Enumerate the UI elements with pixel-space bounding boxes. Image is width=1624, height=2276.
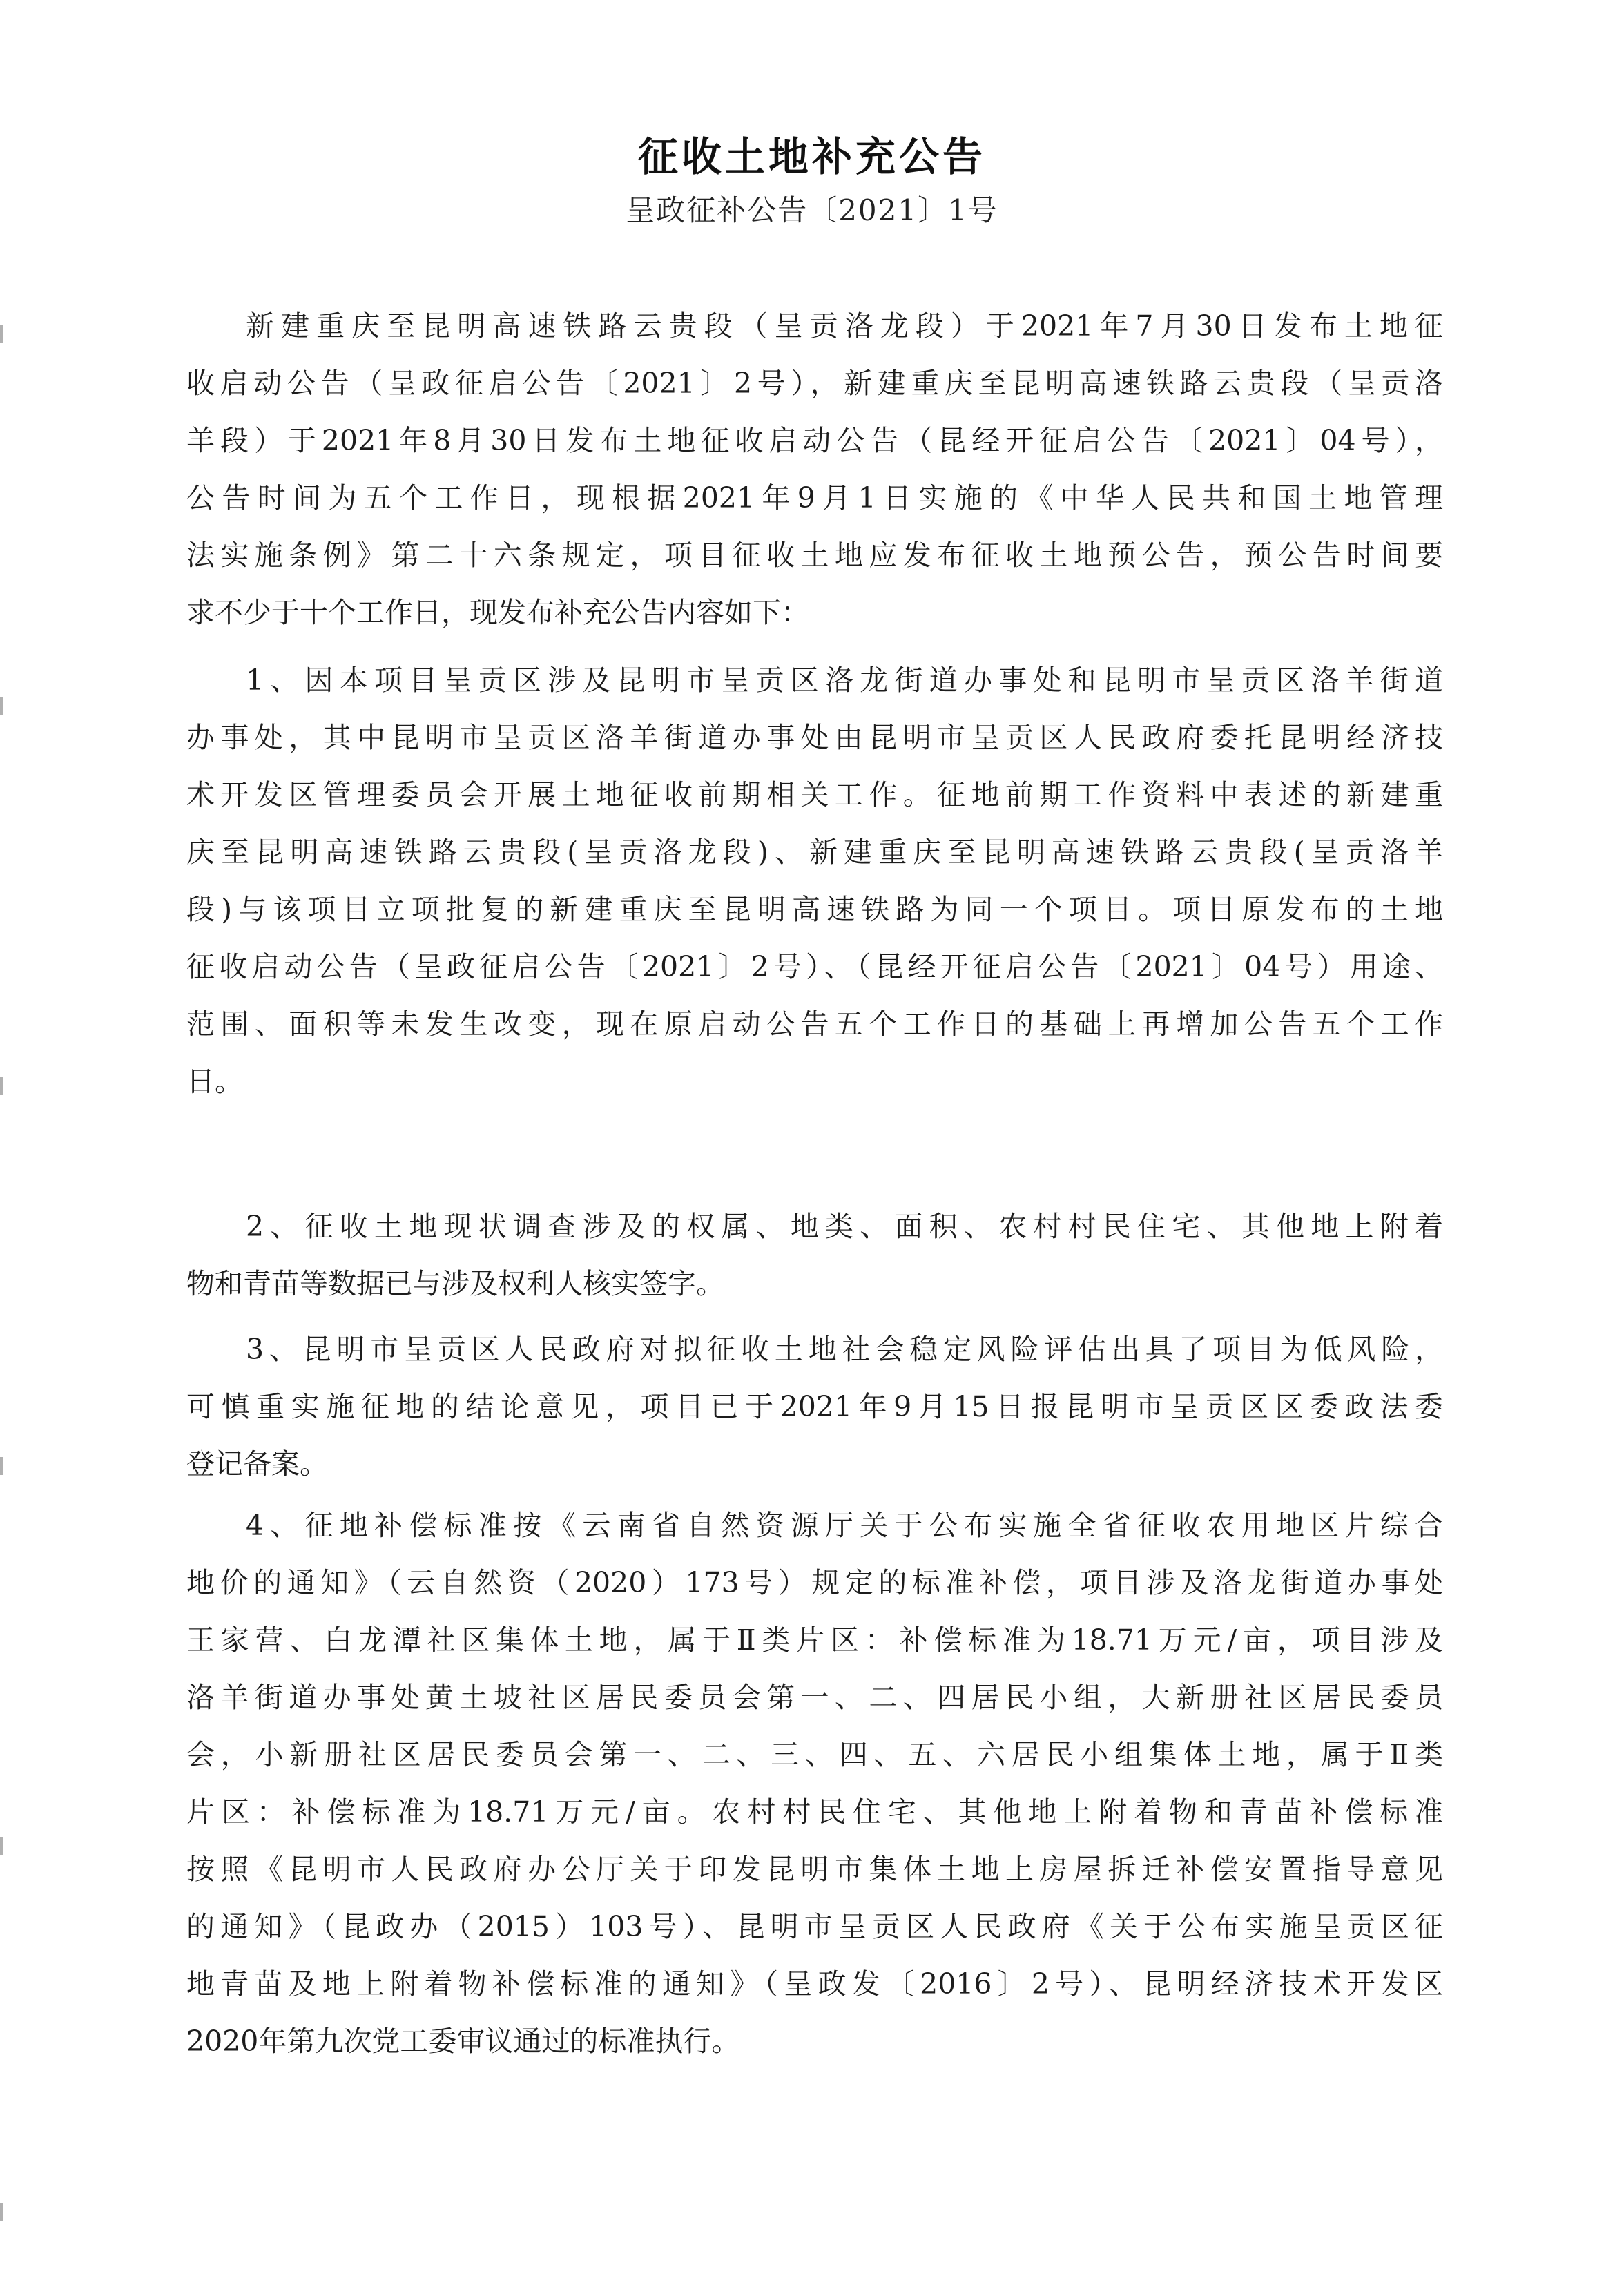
- body-line: 登记备案。: [186, 1447, 328, 1481]
- body-line: 洛羊街道办事处黄土坡社区居民委员会第一、二、四居民小组，大新册社区居民委员: [186, 1681, 1443, 1714]
- body-line: 的通知》（昆政办（2015）103号）、昆明市呈贡区人民政府《关于公布实施呈贡区征: [186, 1910, 1443, 1943]
- body-line: 1、因本项目呈贡区涉及昆明市呈贡区洛龙街道办事处和昆明市呈贡区洛羊街道: [246, 664, 1443, 697]
- body-line: 可慎重实施征地的结论意见，项目已于2021年9月15日报昆明市呈贡区区委政法委: [186, 1390, 1443, 1423]
- body-line: 法实施条例》第二十六条规定，项目征收土地应发布征收土地预公告，预公告时间要: [186, 539, 1443, 572]
- body-line: 求不少于十个工作日，现发布补充公告内容如下：: [186, 596, 809, 629]
- body-line: 日。: [186, 1065, 243, 1098]
- body-line: 会，小新册社区居民委员会第一、二、三、四、五、六居民小组集体土地，属于Ⅱ类: [186, 1738, 1443, 1771]
- body-line: 王家营、白龙潭社区集体土地，属于Ⅱ类片区：补偿标准为18.71万元/亩，项目涉及: [186, 1623, 1443, 1657]
- body-line: 地青苗及地上附着物补偿标准的通知》（呈政发〔2016〕2号）、昆明经济技术开发区: [186, 1967, 1443, 2000]
- body-line: 2、征收土地现状调查涉及的权属、地类、面积、农村村民住宅、其他地上附着: [246, 1210, 1443, 1243]
- document-number: 呈政征补公告〔2021〕1号: [626, 193, 998, 227]
- body-line: 3、昆明市呈贡区人民政府对拟征收土地社会稳定风险评估出具了项目为低风险，: [246, 1333, 1443, 1366]
- body-line: 术开发区管理委员会开展土地征收前期相关工作。征地前期工作资料中表述的新建重: [186, 778, 1443, 811]
- body-line: 地价的通知》（云自然资（2020）173号）规定的标准补偿，项目涉及洛龙街道办事处: [186, 1566, 1443, 1599]
- body-line: 办事处，其中昆明市呈贡区洛羊街道办事处由昆明市呈贡区人民政府委托昆明经济技: [186, 721, 1443, 754]
- body-line: 段)与该项目立项批复的新建重庆至昆明高速铁路为同一个项目。项目原发布的土地: [186, 893, 1443, 926]
- body-line: 征收启动公告（呈政征启公告〔2021〕2号）、（昆经开征启公告〔2021〕04号）用途、: [186, 950, 1443, 983]
- body-line: 收启动公告（呈政征启公告〔2021〕2号），新建重庆至昆明高速铁路云贵段（呈贡洛: [186, 367, 1443, 400]
- body-line: 4、征地补偿标准按《云南省自然资源厅关于公布实施全省征收农用地区片综合: [246, 1509, 1443, 1542]
- body-line: 公告时间为五个工作日，现根据2021年9月1日实施的《中华人民共和国土地管理: [186, 481, 1443, 514]
- body-line: 2020年第九次党工委审议通过的标准执行。: [186, 2025, 740, 2058]
- body-line: 范围、面积等未发生改变，现在原启动公告五个工作日的基础上再增加公告五个工作: [186, 1007, 1443, 1041]
- body-line: 庆至昆明高速铁路云贵段(呈贡洛龙段)、新建重庆至昆明高速铁路云贵段(呈贡洛羊: [186, 836, 1443, 869]
- body-line: 按照《昆明市人民政府办公厅关于印发昆明市集体土地上房屋拆迁补偿安置指导意见: [186, 1853, 1443, 1886]
- body-line: 物和青苗等数据已与涉及权利人核实签字。: [186, 1267, 724, 1300]
- body-line: 片区：补偿标准为18.71万元/亩。农村村民住宅、其他地上附着物和青苗补偿标准: [186, 1795, 1443, 1829]
- binding-holes: [0, 0, 21, 2276]
- body-line: 羊段）于2021年8月30日发布土地征收启动公告（昆经开征启公告〔2021〕04号），: [186, 424, 1443, 457]
- page-title: 征收土地补充公告: [637, 133, 986, 180]
- body-line: 新建重庆至昆明高速铁路云贵段（呈贡洛龙段）于2021年7月30日发布土地征: [246, 309, 1443, 343]
